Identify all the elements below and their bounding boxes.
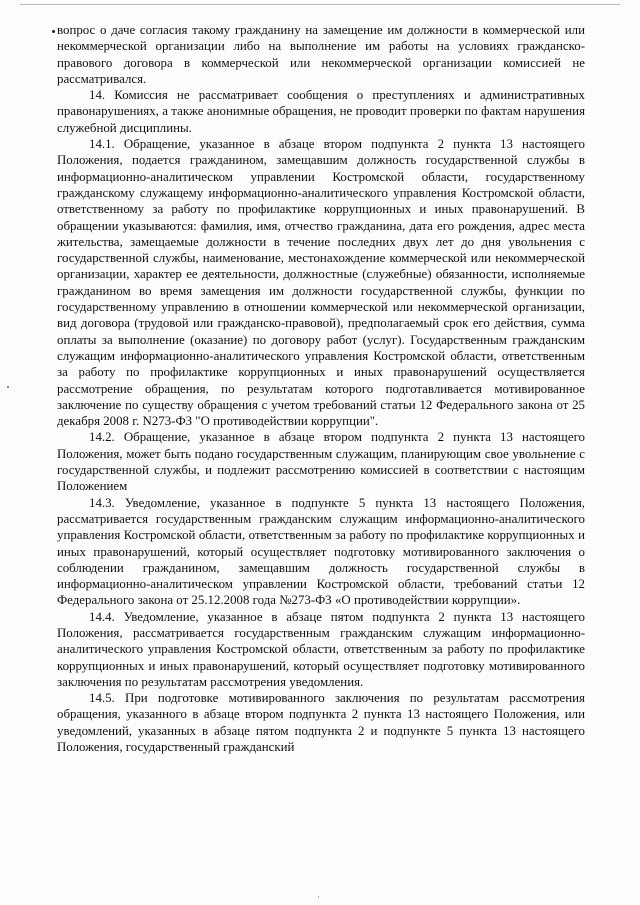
paragraph-14-4: 14.4. Уведомление, указанное в абзаце пятом подпункта 2 пункта 13 настоящего Положения, рассматривается государственным гражданским служащим информационно-аналитического управления Костромской области, ответственным за работу по профилактике коррупционных и иных правонарушений, который осуществляет подготовку мотивированного заключения по результатам рассмотрения уведомления. <box>57 609 585 689</box>
paragraph-14-1: 14.1. Обращение, указанное в абзаце втором подпункта 2 пункта 13 настоящего Положения, подается гражданином, замещавшим должность государственной службы в информационно-аналитическом управлении Костромской области, государственному гражданскому служащему информационно-аналитического управления Костромской области, ответственному за работу по профилактике коррупционных и иных правонарушений. В обращении указываются: фамилия, имя, отчество гражданина, дата его рождения, адрес места жительства, замещаемые должности в течение последних двух лет до дня увольнения с государственной службы, наименование, местонахождение коммерческой или некоммерческой организации, характер ее деятельности, должностные (служебные) обязанности, исполняемые гражданином во время замещения им должности государственной службы, функции по государственному управлению в отношении коммерческой или некоммерческой организации, вид договора (трудовой или гражданско-правовой), предполагаемый срок его действия, сумма оплаты за выполнение (оказание) по договору работ (услуг). Государственным гражданским служащим информационно-аналитического управления Костромской области, ответственным за работу по профилактике коррупционных и иных правонарушений осуществляется рассмотрение обращения, по результатам которого подготавливается мотивированное заключение по существу обращения с учетом требований статьи 12 Федерального закона от 25 декабря 2008 г. N273-ФЗ "О противодействии коррупции". <box>57 137 585 429</box>
scan-edge-line <box>20 4 620 5</box>
document-body <box>57 22 585 755</box>
paragraph-continuation: вопрос о даче согласия такому гражданину на замещение им должности в коммерческой или некоммерческой организации либо на выполнение им работы на условиях гражданско-правового договора в коммерческой или некоммерческой организации комиссией не рассматривался. <box>57 23 585 86</box>
paragraph-14-2: 14.2. Обращение, указанное в абзаце втором подпункта 2 пункта 13 настоящего Положения, может быть подано государственным служащим, планирующим свое увольнение с государственной службы, и подлежит рассмотрению комиссией в соответствии с настоящим Положением <box>57 430 585 494</box>
scan-speck-margin <box>7 386 9 388</box>
paragraph-14-3: 14.3. Уведомление, указанное в подпункте 5 пункта 13 настоящего Положения, рассматривается государственным гражданским служащим информационно-аналитического управления Костромской области, ответственным за работу по профилактике коррупционных и иных правонарушений, который осуществляет подготовку мотивированного заключения о соблюдении гражданином, замещавшим должность государственной службы в информационно-аналитическом управлении Костромской области, требований статьи 12 Федерального закона от 25.12.2008 года №273-ФЗ «О противодействии коррупции». <box>57 495 585 608</box>
paragraph-14-5: 14.5. При подготовке мотивированного заключения по результатам рассмотрения обращения, указанного в абзаце втором подпункта 2 пункта 13 настоящего Положения, или уведомлений, указанных в абзаце пятом подпункта 2 и подпункте 5 пункта 13 настоящего Положения, государственный гражданский <box>57 691 585 755</box>
scan-speck <box>52 30 55 33</box>
paragraph-14: 14. Комиссия не рассматривает сообщения о преступлениях и административных правонарушениях, а также анонимные обращения, не проводит проверки по фактам нарушения служебной дисциплины. <box>57 88 585 135</box>
page-mark: · <box>317 892 320 902</box>
